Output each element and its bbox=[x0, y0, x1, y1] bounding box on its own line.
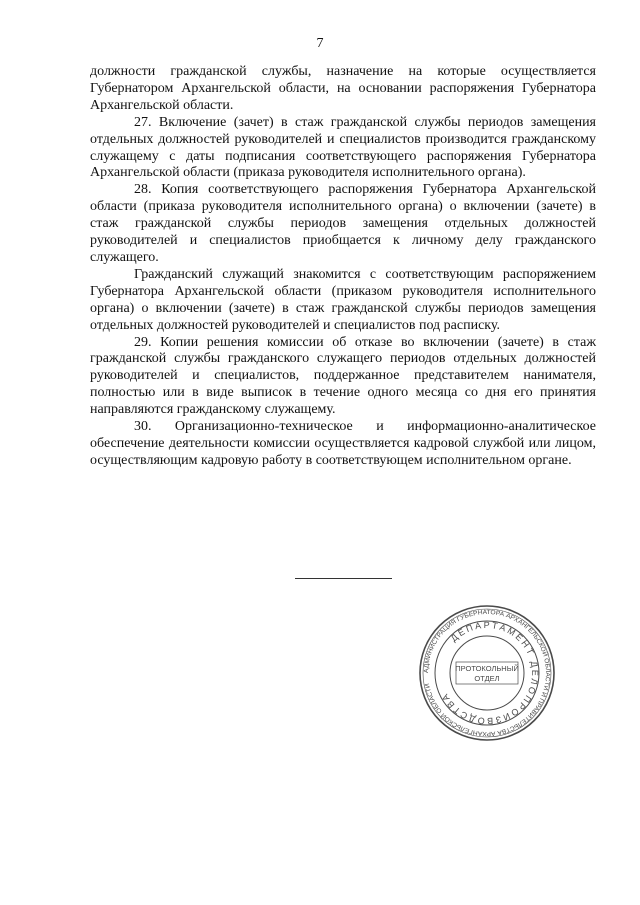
page-number: 7 bbox=[316, 36, 324, 51]
paragraph-30: 30. Организационно-техническое и информационно-аналитическое обеспечение деятельности комиссии осуществляется кадровой службой или лицом, осуществляющим кадровую работу в соответствующем исполнительном органе. bbox=[90, 419, 596, 468]
paragraph-28: 28. Копия соответствующего распоряжения Губернатора Архангельской области (приказа руководителя исполнительного органа) о включении (зачете) в стаж гражданской службы периодов замещения отдельных должностей руководителей и специалистов приобщается к личному делу гражданского служащего. bbox=[90, 182, 596, 265]
seal-inner-ring-text: ДЕПАРТАМЕНТ ДЕЛОПРОИЗВОДСТВА bbox=[438, 619, 541, 727]
seal-outer-ring-text: АДМИНИСТРАЦИЯ ГУБЕРНАТОРА АРХАНГЕЛЬСКОЙ ОБЛАСТИ И ПРАВИТЕЛЬСТВА АРХАНГЕЛЬСКОЙ ОБЛАСТИ bbox=[422, 608, 552, 738]
seal-graphic bbox=[417, 603, 557, 743]
paragraph-29: 29. Копии решения комиссии об отказе во включении (зачете) в стаж гражданской службы гражданского служащего периодов отдельных должностей руководителей и специалистов, поддержанное представителем нанимателя, полностью или в виде выписок в течение одного месяца со дня его принятия направляются гражданскому служащему. bbox=[90, 334, 596, 418]
paragraph-27: 27. Включение (зачет) в стаж гражданской службы периодов замещения отдельных должностей руководителей и специалистов производится гражданскому служащему с даты подписания соответствующего распоряжения Губернатора Архангельской области (приказа руководителя исполнительного органа). bbox=[90, 114, 596, 181]
paragraph-continuation: должности гражданской службы, назначение на которые осуществляется Губернатором Архангельской области, на основании распоряжения Губернатора Архангельской области. bbox=[90, 64, 596, 113]
seal-center-line-2: ОТДЕЛ bbox=[474, 674, 500, 683]
document-body bbox=[90, 64, 596, 470]
official-seal-stamp bbox=[417, 603, 557, 743]
closing-separator-line bbox=[295, 578, 392, 579]
seal-inner-circle bbox=[450, 636, 524, 710]
seal-center-line-1: ПРОТОКОЛЬНЫЙ bbox=[455, 664, 519, 673]
paragraph-28-acknowledgement: Гражданский служащий знакомится с соответствующим распоряжением Губернатора Архангельской области (приказом руководителя исполнительного органа) о включении (зачете) в стаж гражданской службы периодов замещения отдельных должностей руководителей и специалистов под расписку. bbox=[90, 266, 596, 333]
